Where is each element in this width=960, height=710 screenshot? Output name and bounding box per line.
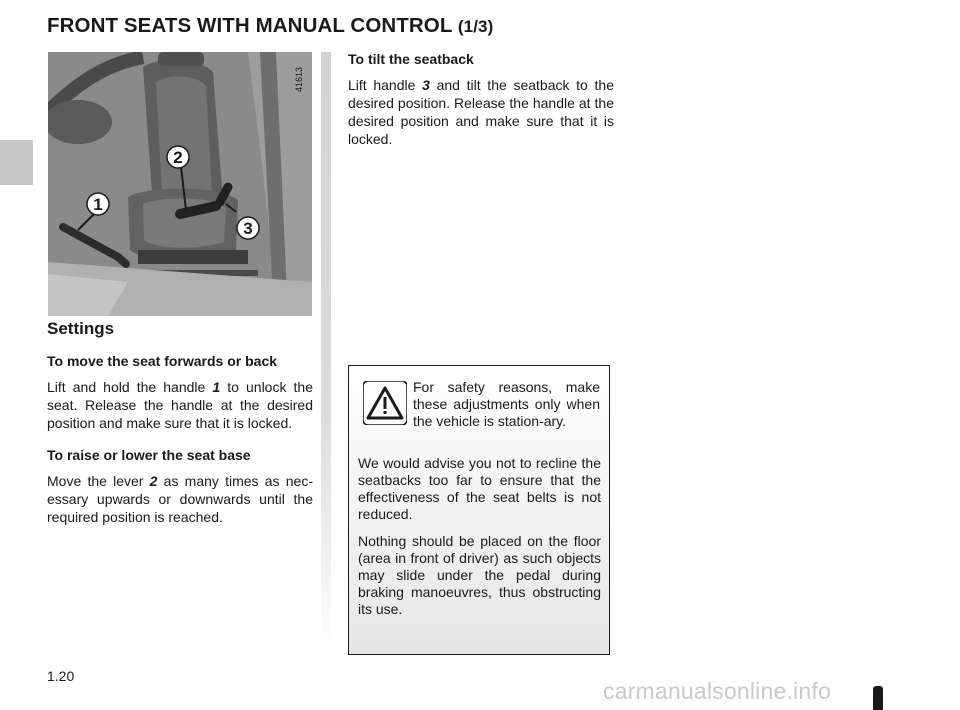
callout-3-label: 3 (243, 219, 253, 238)
page-title-part: (1/3) (457, 17, 494, 36)
lever-2-ref: 2 (149, 473, 158, 489)
watermark: carmanualsonline.info (603, 678, 831, 704)
settings-heading: Settings (47, 319, 115, 338)
callout-2 (167, 146, 189, 168)
seat-base-text (47, 472, 313, 526)
warning-triangle-icon (363, 381, 407, 425)
callout-1-label: 1 (93, 195, 103, 214)
seat-base-text-pre: Move the lever (47, 473, 150, 489)
page-title-text: FRONT SEATS WITH MANUAL CONTROL (47, 14, 453, 37)
callout-3 (237, 217, 259, 239)
right-column (348, 50, 614, 148)
move-seat-text-pre: Lift and hold the handle (47, 379, 213, 395)
tilt-seatback-title: To tilt the seatback (348, 51, 474, 67)
seat-base-title: To raise or lower the seat base (47, 447, 251, 463)
page-title (47, 14, 493, 38)
tilt-seatback-text (348, 76, 614, 148)
section-tab (0, 140, 33, 185)
corner-mark (873, 686, 883, 710)
warning-body (358, 455, 601, 628)
column-divider (321, 52, 331, 652)
move-seat-text (47, 378, 313, 432)
seat-controls-figure (48, 52, 312, 316)
warning-paragraph-recline: We would advise you not to recline the seatbacks too far to ensure that the effectiveness of the seat belts is not reduced. (358, 455, 601, 522)
warning-paragraph-floor: Nothing should be placed on the floor (area in front of driver) as such objects may slide under the pedal during braking manoeuvres, thus obstructing its use. (358, 533, 601, 617)
warning-lead-text: For safety reasons, make these adjustments only when the vehicle is station-ary. (413, 379, 600, 429)
callout-1 (87, 193, 109, 215)
handle-3-ref: 3 (422, 77, 430, 93)
move-seat-text-post: to unlock the seat. Release the handle at the desired position and make sure that it is locked. (47, 379, 313, 431)
callout-2-label: 2 (173, 148, 183, 167)
seat-illustration (48, 52, 312, 316)
seat-base-text-post: as many times as nec-essary upwards or downwards until the required position is reached. (47, 473, 313, 525)
page-number: 1.20 (47, 668, 75, 684)
handle-1-ref: 1 (212, 379, 221, 395)
figure-reference-number: 41613 (294, 66, 304, 92)
safety-warning-box (348, 365, 610, 655)
left-column (47, 320, 313, 540)
move-seat-title: To move the seat forwards or back (47, 353, 278, 369)
tilt-text-pre: Lift handle (348, 77, 423, 93)
tilt-text-post: and tilt the seatback to the desired position. Release the handle at the desired position and make sure that it is locked. (348, 77, 614, 147)
